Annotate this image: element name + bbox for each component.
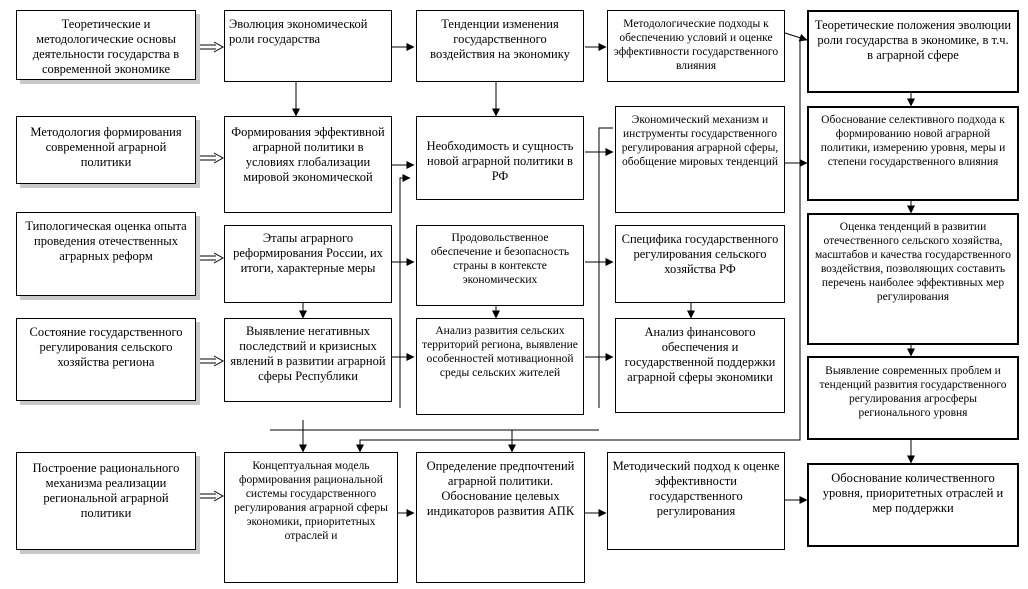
feedback-line-left (400, 178, 410, 408)
box-regulation-specifics: Специфика государственного регулирования сельского хозяйства РФ (615, 225, 785, 303)
box-typological-assessment: Типологическая оценка опыта проведения отечественных аграрных реформ (16, 212, 196, 296)
feedback-line-c4 (599, 128, 613, 408)
box-financial-analysis: Анализ финансового обеспечения и государственной поддержки аграрной сферы экономики (615, 318, 785, 413)
box-food-security: Продовольственное обеспечение и безопасность страны в контексте экономических (416, 225, 584, 306)
box-economic-mechanism: Экономический механизм и инструменты государственного регулирования аграрной сферы, обобщение мировых тенденций (615, 106, 785, 213)
box-effective-policy: Формирования эффективной аграрной политики в условиях глобализации мировой экономической (224, 116, 392, 213)
box-rural-analysis: Анализ развития сельских территорий региона, выявление особенностей мотивационной среды сельских жителей (416, 318, 584, 415)
box-efficiency-approach: Методический подход к оценке эффективности государственного регулирования (607, 452, 785, 550)
box-trends-influence: Тенденции изменения государственного воздействия на экономику (416, 10, 584, 82)
box-method-approaches: Методологические подходы к обеспечению условий и оценке эффективности государственного влияния (607, 10, 785, 82)
box-reform-stages: Этапы аграрного реформирования России, их итоги, характерные меры (224, 225, 392, 303)
box-new-policy-necessity: Необходимость и сущность новой аграрной политики в РФ (416, 116, 584, 200)
box-evolution-role: Эволюция экономической роли государства (224, 10, 392, 82)
box-quantitative-justification: Обоснование количественного уровня, приоритетных отраслей и мер поддержки (807, 463, 1019, 547)
box-regional-state: Состояние государственного регулирования сельского хозяйства региона (16, 318, 196, 401)
double-arrow-r4 (196, 356, 223, 366)
box-selective-approach: Обоснование селективного подхода к формированию новой аграрной политики, измерению уровня, меры и степени государственного влияния (807, 106, 1019, 201)
double-arrow-r2 (196, 153, 223, 163)
box-regional-problems: Выявление современных проблем и тенденций развития государственного регулирования агросферы регионального уровня (807, 356, 1019, 440)
double-arrow-r3 (196, 253, 223, 263)
box-trends-assessment: Оценка тенденций в развитии отечественного сельского хозяйства, масштабов и качества государственного воздействия, позволяющих составить перечень наиболее эффективных мер регулирования (807, 213, 1019, 345)
box-theory-positions: Теоретические положения эволюции роли государства в экономике, в т.ч. в аграрной сфере (807, 10, 1019, 93)
box-policy-preferences: Определение предпочтений аграрной политики. Обоснование целевых индикаторов развития АПК (416, 452, 585, 583)
double-arrow-r5 (196, 491, 223, 501)
box-regional-mechanism: Построение рационального механизма реализации региональной аграрной политики (16, 452, 196, 550)
arrow-r1-c4c5 (785, 33, 807, 40)
double-arrow-r1 (196, 42, 223, 52)
box-theory-foundations: Теоретические и методологические основы деятельности государства в современной экономике (16, 10, 196, 80)
box-negative-effects: Выявление негативных последствий и кризисных явлений в развитии аграрной сферы Республики (224, 318, 392, 402)
box-conceptual-model: Концептуальная модель формирования рациональной системы государственного регулирования аграрной сферы экономики, приоритетных отраслей и (224, 452, 398, 583)
box-agri-policy-method: Методология формирования современной аграрной политики (16, 116, 196, 184)
